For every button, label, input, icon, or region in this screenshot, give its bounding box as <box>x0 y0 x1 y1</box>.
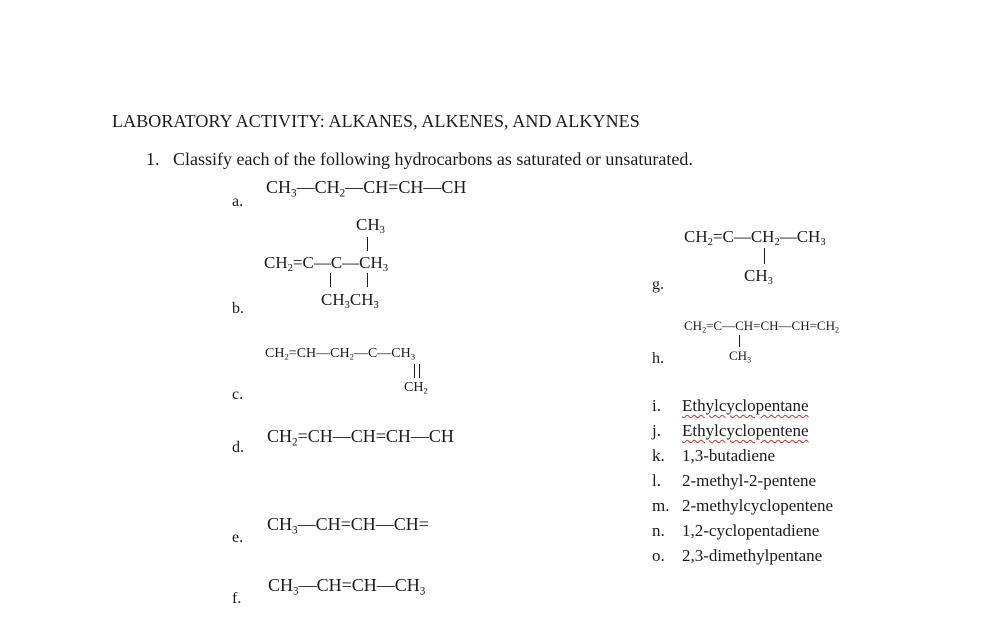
formula-e: $CH_3—CH=CH—CH=$ <box>267 514 429 537</box>
item-name: 2-methylcyclopentene <box>682 496 834 515</box>
formula-d: $CH_2=CH—CH=CH—CH$ <box>267 426 454 449</box>
list-item: m. 2-methylcyclopentene <box>652 493 833 518</box>
label-c: c. <box>232 386 244 403</box>
list-item: l. 2-methyl-2-pentene <box>652 468 833 493</box>
label-d: d. <box>232 439 244 456</box>
page-title: LABORATORY ACTIVITY: ALKANES, ALKENES, AND ALKYNES <box>112 111 640 131</box>
question-1 <box>146 149 693 170</box>
question-number: 1. <box>146 149 160 169</box>
item-name: Ethylcyclopentane <box>682 396 809 415</box>
list-item: o. 2,3-dimethylpentane <box>652 543 833 568</box>
list-item: k. 1,3-butadiene <box>652 443 833 468</box>
item-name: 2,3-dimethylpentane <box>682 546 823 565</box>
item-name: Ethylcyclopentene <box>682 421 809 440</box>
list-item: i. Ethylcyclopentane <box>652 393 833 418</box>
list-item: n. 1,2-cyclopentadiene <box>652 518 833 543</box>
label-e: e. <box>232 529 244 546</box>
label-h: h. <box>652 350 664 367</box>
formula-f: $CH_3—CH=CH—CH_3$ <box>268 575 426 598</box>
name-list <box>652 393 833 568</box>
item-name: 1,2-cyclopentadiene <box>682 521 820 540</box>
label-f: f. <box>232 590 242 607</box>
item-name: 1,3-butadiene <box>682 446 775 465</box>
list-item: j. Ethylcyclopentene <box>652 418 833 443</box>
label-b: b. <box>232 300 244 317</box>
question-text: Classify each of the following hydrocarbons as saturated or unsaturated. <box>173 149 693 169</box>
item-name: 2-methyl-2-pentene <box>682 471 817 490</box>
label-a: a. <box>232 193 244 210</box>
label-g: g. <box>652 276 664 293</box>
formula-a: $CH_3—CH_2—CH=CH—CH$ <box>266 177 467 200</box>
